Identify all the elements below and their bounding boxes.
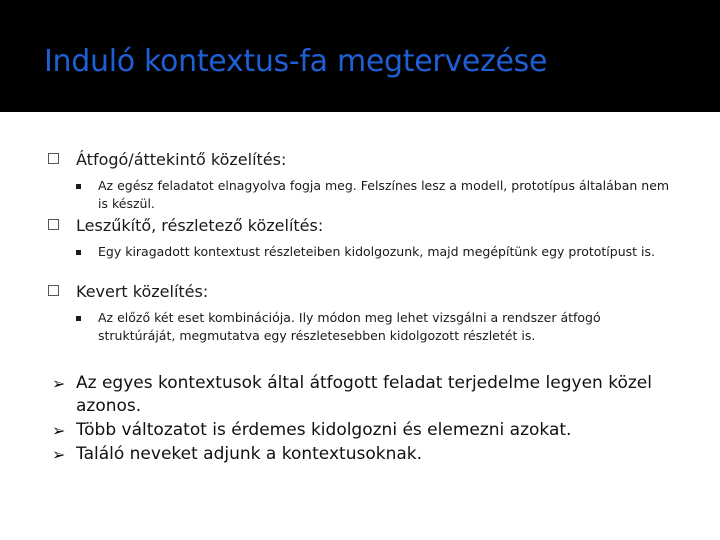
point-item: [52, 443, 652, 466]
point-item: [52, 419, 652, 442]
filled-square-icon: [76, 316, 81, 321]
arrowhead-icon: ➢: [52, 421, 66, 440]
slide-title: Induló kontextus-fa megtervezése: [44, 44, 548, 79]
hollow-square-icon: [48, 285, 59, 296]
filled-square-icon: [76, 184, 81, 189]
point-text: Találó neveket adjunk a kontextusoknak.: [76, 444, 423, 464]
hollow-square-icon: [48, 219, 59, 230]
hollow-square-icon: [48, 153, 59, 164]
title-bar: [0, 0, 720, 112]
section-heading-text: Kevert közelítés:: [76, 282, 209, 301]
section-detail-text: Az előző két eset kombinációja. Ily módon meg lehet vizsgálni a rendszer átfogó struktúráját, megmutatva egy részletesebben kidolgozott részletét is.: [98, 310, 601, 343]
point-text: Több változatot is érdemes kidolgozni és elemezni azokat.: [76, 420, 572, 440]
point-item: [52, 372, 652, 418]
point-text: Az egyes kontextusok által átfogott feladat terjedelme legyen közel azonos.: [76, 373, 652, 416]
section-detail: [98, 177, 678, 213]
section-heading-text: Leszűkítő, részletező közelítés:: [76, 216, 324, 235]
section-heading-text: Átfogó/áttekintő közelítés:: [76, 150, 287, 169]
arrowhead-icon: ➢: [52, 374, 66, 393]
section-detail-text: Az egész feladatot elnagyolva fogja meg. Felszínes lesz a modell, prototípus általában nem is készül.: [98, 178, 670, 211]
arrowhead-icon: ➢: [52, 445, 66, 464]
filled-square-icon: [76, 250, 81, 255]
section-detail-text: Egy kiragadott kontextust részleteiben kidolgozunk, majd megépítünk egy prototípust is.: [98, 244, 655, 259]
section-detail: [98, 243, 678, 261]
section-detail: [98, 309, 678, 345]
